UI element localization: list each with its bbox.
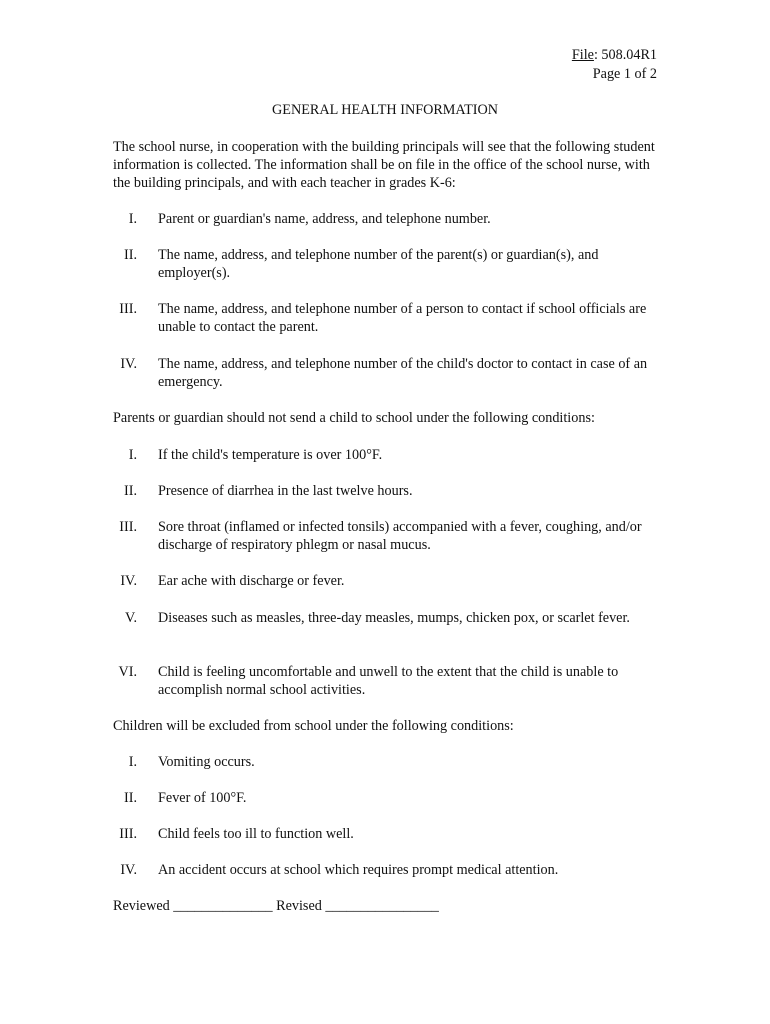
- list-item-text: Sore throat (inflamed or infected tonsils) accompanied with a fever, coughing, and/or discharge of respiratory phlegm or nasal mucus.: [158, 519, 642, 553]
- list-item-number: II.: [124, 790, 137, 806]
- list-item-number: III.: [119, 519, 137, 535]
- list-item-text: Vomiting occurs.: [158, 754, 255, 770]
- send-conditions-heading: Parents or guardian should not send a child to school under the following conditions:: [113, 410, 595, 426]
- list-item-number: IV.: [120, 862, 137, 878]
- list-item-text: Child feels too ill to function well.: [158, 826, 354, 842]
- list-item-number: II.: [124, 247, 137, 263]
- list-item-number: I.: [128, 447, 137, 463]
- list-item-number: I.: [128, 754, 137, 770]
- list-item-number: IV.: [120, 573, 137, 589]
- list-item-text: Ear ache with discharge or fever.: [158, 573, 345, 589]
- list-item-text: The name, address, and telephone number of a person to contact if school officials are unable to contact the parent.: [158, 301, 647, 335]
- file-label: File: [571, 47, 594, 63]
- intro-paragraph: The school nurse, in cooperation with the building principals will see that the following student information is collected. The information shall be on file in the office of the school nurse, with the building principals, and with each teacher in grades K-6:: [113, 139, 655, 191]
- file-number: : 508.04R1: [593, 47, 657, 63]
- list-item-number: II.: [124, 483, 137, 499]
- file-reference: [572, 46, 657, 65]
- list-item-text: Child is feeling uncomfortable and unwell to the extent that the child is unable to accomplish normal school activities.: [158, 664, 619, 698]
- list-item-number: V.: [125, 610, 137, 626]
- list-item-number: IV.: [120, 356, 137, 372]
- list-item-text: The name, address, and telephone number of the child's doctor to contact in case of an emergency.: [158, 356, 648, 390]
- exclude-conditions-heading: Children will be excluded from school under the following conditions:: [113, 718, 514, 734]
- document-title: GENERAL HEALTH INFORMATION: [272, 102, 498, 118]
- list-item-text: Presence of diarrhea in the last twelve hours.: [158, 483, 413, 499]
- list-item-number: I.: [128, 211, 137, 227]
- file-header: [572, 46, 657, 84]
- list-item-text: An accident occurs at school which requires prompt medical attention.: [158, 862, 559, 878]
- list-item-text: The name, address, and telephone number of the parent(s) or guardian(s), and employer(s).: [158, 247, 599, 281]
- list-item-text: Parent or guardian's name, address, and telephone number.: [158, 211, 491, 227]
- list-item-text: Fever of 100°F.: [158, 790, 247, 806]
- page-number: Page 1 of 2: [592, 66, 657, 82]
- list-item-number: III.: [119, 301, 137, 317]
- list-item-number: VI.: [118, 664, 137, 680]
- list-item-text: Diseases such as measles, three-day measles, mumps, chicken pox, or scarlet fever.: [158, 610, 630, 626]
- list-item-number: III.: [119, 826, 137, 842]
- list-item-text: If the child's temperature is over 100°F.: [158, 447, 383, 463]
- review-revision-line: Reviewed ______________ Revised ________________: [113, 898, 439, 914]
